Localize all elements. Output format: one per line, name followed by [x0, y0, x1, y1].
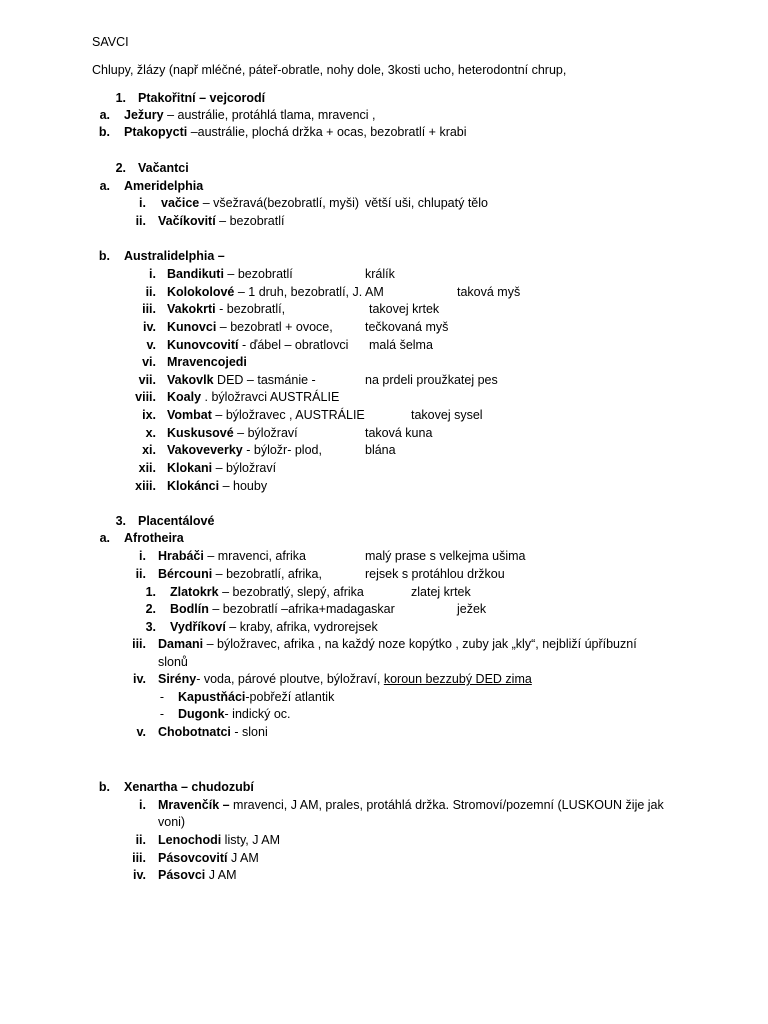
list-item: Kolokolové – 1 druh, bezobratlí, J. AM	[167, 285, 384, 299]
list-item: Vombat – býložravec , AUSTRÁLIE	[167, 408, 365, 422]
list-marker: vi.	[142, 355, 156, 369]
item-note: větší uši, chlupatý tělo	[365, 196, 488, 210]
list-item: Hrabáči – mravenci, afrika	[158, 549, 306, 563]
section-1-marker: 1.	[115, 91, 126, 105]
list-marker: ii.	[135, 214, 146, 228]
item-note: takovej sysel	[411, 408, 483, 422]
list-item: Pásovci J AM	[158, 868, 237, 882]
list-marker: -	[159, 690, 164, 704]
list-marker: b.	[98, 780, 110, 794]
list-item: Kapustňáci-pobřeží atlantik	[178, 690, 335, 704]
list-marker: iii.	[132, 851, 146, 865]
item-note: králík	[365, 267, 395, 281]
list-item: Bodlín – bezobratlí –afrika+madagaskar	[170, 602, 395, 616]
list-item: Mravenčík – mravenci, J AM, prales, protáhlá držka. Stromoví/pozemní (LUSKOUN žije jak	[158, 798, 664, 812]
list-marker: iii.	[142, 302, 156, 316]
list-marker: viii.	[135, 390, 156, 404]
list-item: Klokani – býložraví	[167, 461, 277, 475]
item-note: ježek	[457, 602, 487, 616]
list-item: Ptakopycti –austrálie, plochá držka + ocas, bezobratlí + krabi	[124, 125, 467, 139]
list-marker: vii.	[138, 373, 156, 387]
list-marker: i.	[149, 267, 156, 281]
list-marker: iii.	[132, 637, 146, 651]
list-marker: b.	[98, 125, 110, 139]
list-marker: a.	[99, 531, 110, 545]
list-marker: xii.	[138, 461, 156, 475]
list-marker: v.	[136, 725, 146, 739]
list-item-continuation: slonů	[158, 655, 188, 669]
list-marker: 1.	[145, 585, 156, 599]
list-marker: b.	[98, 249, 110, 263]
list-item: Dugonk- indický oc.	[178, 707, 291, 721]
list-item: Klokánci – houby	[167, 479, 268, 493]
list-item: Vačíkovití – bezobratlí	[158, 214, 285, 228]
list-marker: v.	[146, 338, 156, 352]
section-1-heading: Ptakořitní – vejcorodí	[138, 91, 266, 105]
subsection-heading: Ameridelphia	[124, 179, 204, 193]
list-item: Sirény- voda, párové ploutve, býložraví, koroun bezzubý DED zima	[158, 672, 532, 686]
list-marker: ii.	[145, 285, 156, 299]
list-marker: ii.	[135, 567, 146, 581]
subsection-heading: Afrotheira	[124, 531, 184, 545]
intro-text: Chlupy, žlázy (např mléčné, páteř-obratle, nohy dole, 3kosti ucho, heterodontní chrup,	[92, 63, 567, 77]
item-note: malý prase s velkejma ušima	[365, 549, 526, 563]
section-2-marker: 2.	[115, 161, 126, 175]
list-item: Kunovci – bezobratl + ovoce,	[167, 320, 333, 334]
item-note: na prdeli proužkatej pes	[365, 373, 498, 387]
list-item: Lenochodi listy, J AM	[158, 833, 281, 847]
list-item: Kunovcovití - ďábel – obratlovci	[167, 338, 349, 352]
list-marker: a.	[99, 179, 110, 193]
list-item: Damani – býložravec, afrika , na každý noze kopýtko , zuby jak „kly“, nejbliží úpříbuzní	[158, 637, 637, 651]
list-item: Bércouni – bezobratlí, afrika,	[158, 567, 322, 581]
list-item: Vakokrti - bezobratlí,	[167, 302, 286, 316]
list-item: Chobotnatci - sloni	[158, 725, 268, 739]
list-marker: i.	[139, 549, 146, 563]
list-marker: x.	[145, 426, 156, 440]
list-marker: 3.	[145, 620, 156, 634]
list-marker: ix.	[142, 408, 156, 422]
list-item: Ježury – austrálie, protáhlá tlama, mravenci ,	[124, 108, 376, 122]
list-item: vačice – všežravá(bezobratlí, myši)	[161, 196, 360, 210]
section-3-heading: Placentálové	[138, 514, 215, 528]
list-item: Pásovcovití J AM	[158, 851, 259, 865]
list-item: Kuskusové – býložraví	[167, 426, 298, 440]
item-note: takovej krtek	[369, 302, 440, 316]
item-note: blána	[365, 443, 396, 457]
section-3-marker: 3.	[115, 514, 126, 528]
item-note: rejsek s protáhlou držkou	[365, 567, 505, 581]
item-note: zlatej krtek	[411, 585, 471, 599]
list-marker: iv.	[133, 672, 146, 686]
list-marker: i.	[139, 196, 146, 210]
list-item: Koaly . býložravci AUSTRÁLIE	[167, 390, 340, 404]
section-2-heading: Vačantci	[138, 161, 189, 175]
list-item-continuation: voni)	[158, 815, 186, 829]
list-item: Vydříkoví – kraby, afrika, vydrorejsek	[170, 620, 378, 634]
list-marker: iv.	[143, 320, 156, 334]
item-note: tečkovaná myš	[365, 320, 449, 334]
list-marker: iv.	[133, 868, 146, 882]
list-marker: xi.	[142, 443, 156, 457]
document-title: SAVCI	[92, 35, 129, 49]
list-item: Bandikuti – bezobratlí	[167, 267, 293, 281]
list-marker: i.	[139, 798, 146, 812]
item-note: taková myš	[457, 285, 521, 299]
list-marker: -	[159, 707, 164, 721]
list-marker: xiii.	[135, 479, 156, 493]
list-item: Zlatokrk – bezobratlý, slepý, afrika	[170, 585, 364, 599]
list-item: Vakoveverky - býložr- plod,	[167, 443, 322, 457]
list-marker: 2.	[145, 602, 156, 616]
list-item: Vakovlk DED – tasmánie -	[167, 373, 316, 387]
item-note: malá šelma	[369, 338, 433, 352]
list-marker: ii.	[135, 833, 146, 847]
subsection-heading: Australidelphia –	[124, 249, 225, 263]
list-item: Mravencojedi	[167, 355, 247, 369]
subsection-heading: Xenartha – chudozubí	[124, 780, 254, 794]
item-note: taková kuna	[365, 426, 433, 440]
list-marker: a.	[99, 108, 110, 122]
